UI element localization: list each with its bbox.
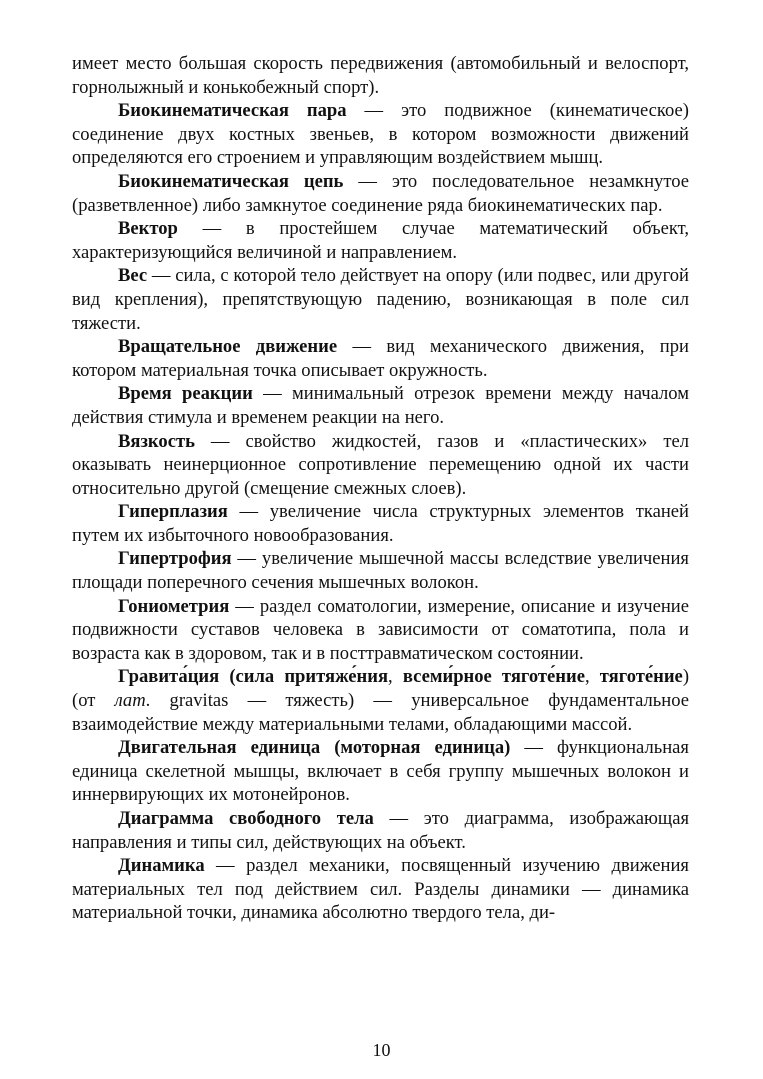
- entry-term: Вязкость: [118, 430, 195, 452]
- entry-term: Вектор: [118, 218, 178, 240]
- entry-paragraph: [72, 854, 689, 925]
- entry-term: Гипертрофия: [118, 548, 232, 570]
- language-abbrev: лат: [114, 690, 146, 712]
- entry-punct: (: [219, 666, 236, 688]
- entry-synonym: всеми́рное тяготе́ние: [402, 666, 585, 688]
- entry-definition: — увеличение мышечной массы вследствие увеличения площади поперечного сечения мышечных волокон.: [72, 548, 689, 594]
- entry-paragraph: [72, 500, 689, 547]
- entry-definition: — вид механического движения, при котором материальная точка описывает окружность.: [72, 336, 689, 381]
- entry-paragraph: [72, 217, 689, 264]
- entry-punct: ,: [388, 666, 403, 688]
- entry-term: Биокинематическая пара: [118, 100, 347, 122]
- entry-paragraph: [72, 736, 689, 807]
- entry-term: Гравита́ция: [118, 666, 220, 688]
- entry-term: Вращательное движение: [118, 336, 338, 358]
- entry-paragraph: [72, 99, 689, 170]
- entry-definition: — это подвижное (кинематическое) соединение двух костных звеньев, в котором возможности движений определяются его строением и управляющим воздействием мышц.: [72, 100, 689, 169]
- entry-term: Биокинематическая цепь: [118, 170, 344, 192]
- entry-term: Двигательная единица (моторная единица): [118, 737, 511, 759]
- entry-paragraph: [72, 335, 689, 382]
- entry-paragraph-gravitation: [72, 665, 689, 736]
- page-number: 10: [372, 1040, 391, 1060]
- entry-term: Гониометрия: [118, 595, 230, 617]
- entry-synonym: тяготе́ние: [599, 666, 683, 688]
- entry-term: Время реакции: [118, 383, 253, 405]
- entry-definition: — раздел механики, посвященный изучению движения материальных тел под действием сил. Разделы динамики — динамика материальной точки, динамика абсолютно твердого тела, ди-: [72, 855, 689, 924]
- entry-definition: — увеличение числа структурных элементов тканей путем их избыточного новообразования.: [72, 501, 689, 546]
- entry-paragraph: [72, 547, 689, 594]
- entry-paragraph: [72, 170, 689, 217]
- entry-definition: . gravitas — тяжесть) — универсальное фундаментальное взаимодействие между материальными телами, обладающими массой.: [72, 690, 689, 735]
- entry-definition: — сила, с которой тело действует на опору (или подвес, или другой вид крепления), препятствующую падению, возникающая в поле сил тяжести.: [72, 265, 689, 334]
- entry-paragraph: [72, 807, 689, 854]
- entry-definition: — раздел соматологии, измерение, описание и изучение подвижности суставов человека в зависимости от соматотипа, пола и возраста как в здоровом, так и в посттравматическом состоянии.: [72, 595, 689, 664]
- entry-term: Вес: [118, 265, 148, 287]
- entry-synonym: сила притяже́ния: [235, 666, 389, 688]
- entry-definition: — в простейшем случае математический объект, характеризующийся величиной и направлением.: [72, 218, 689, 263]
- entry-paragraph: [72, 264, 689, 335]
- entry-term: Гиперплазия: [118, 501, 228, 523]
- page-body: [72, 52, 689, 925]
- intro-paragraph: имеет место большая скорость передвижения (автомобильный и велоспорт, горнолыжный и конькобежный спорт).: [72, 53, 689, 98]
- entry-definition: — это диаграмма, изображающая направления и типы сил, действующих на объект.: [72, 808, 689, 853]
- entry-term: Диаграмма свободного тела: [118, 808, 374, 829]
- entry-term: Динамика: [118, 855, 205, 877]
- entry-definition: — свойство жидкостей, газов и «пластических» тел оказывать неинерционное сопротивление перемещению одной их части относительно другой (смещение смежных слоев).: [72, 430, 689, 499]
- entry-punct: ) (от: [72, 666, 690, 712]
- entry-paragraph: [72, 382, 689, 429]
- entry-punct: ,: [584, 666, 600, 688]
- entry-paragraph: [72, 430, 689, 501]
- entry-definition: — функциональная единица скелетной мышцы, включает в себя группу мышечных волокон и иннервирующих их мотонейронов.: [72, 737, 689, 806]
- entry-definition: — это последовательное незамкнутое (разветвленное) либо замкнутое соединение ряда биокинематических пар.: [72, 170, 689, 216]
- entry-definition: — минимальный отрезок времени между началом действия стимула и временем реакции на него.: [72, 383, 689, 428]
- entry-paragraph: [72, 595, 689, 666]
